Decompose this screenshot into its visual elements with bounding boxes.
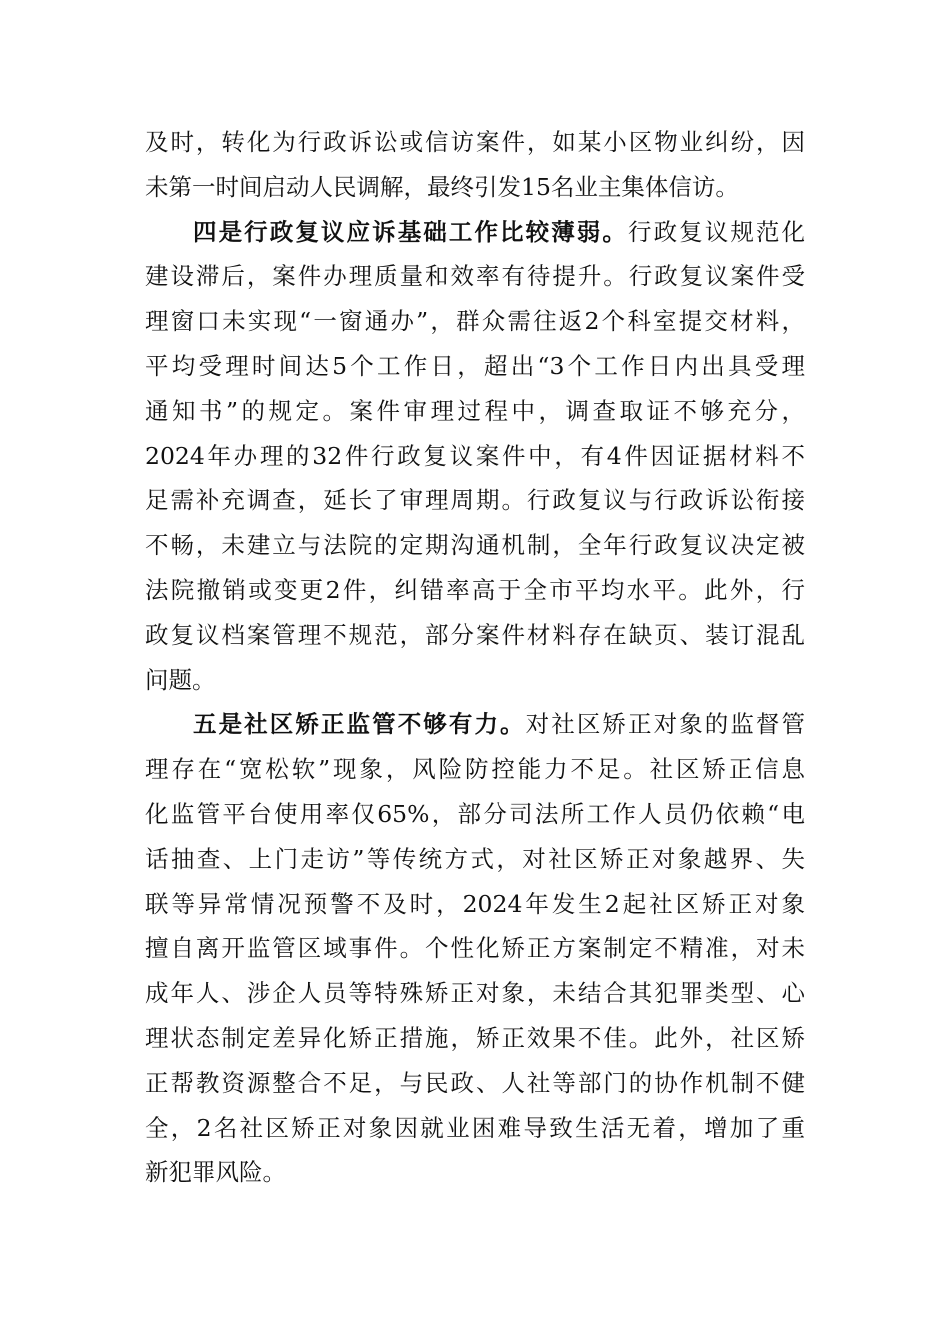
text-line: 理窗口未实现“一窗通办”，群众需往返2个科室提交材料，: [145, 307, 805, 336]
text-line: 足需补充调查，延长了审理周期。行政复议与行政诉讼衔接: [145, 486, 805, 515]
text-line: 平均受理时间达5个工作日，超出“3个工作日内出具受理: [145, 351, 805, 380]
text-line: 理存在“宽松软”现象，风险防控能力不足。社区矫正信息: [145, 755, 805, 784]
text-segment: 行政复议规范化: [627, 217, 806, 246]
text-line: 成年人、涉企人员等特殊矫正对象，未结合其犯罪类型、心: [145, 979, 805, 1008]
text-line: [145, 210, 805, 255]
text-line: 理状态制定差异化矫正措施，矫正效果不佳。此外，社区矫: [145, 1023, 805, 1052]
text-line: 全，2名社区矫正对象因就业困难导致生活无着，增加了重: [145, 1113, 805, 1142]
text-line: 建设滞后，案件办理质量和效率有待提升。行政复议案件受: [145, 262, 805, 291]
text-line: 问题。: [145, 665, 216, 694]
text-line: 通知书”的规定。案件审理过程中，调查取证不够充分，: [145, 396, 805, 425]
paragraph-administrative-review: [145, 210, 805, 703]
text-segment: 对社区矫正对象的监督管: [525, 710, 806, 739]
text-line: 话抽查、上门走访”等传统方式，对社区矫正对象越界、失: [145, 844, 805, 873]
text-line: 未第一时间启动人民调解，最终引发15名业主集体信访。: [145, 172, 739, 201]
paragraph-continuation: [145, 120, 805, 210]
text-line: 新犯罪风险。: [145, 1158, 286, 1187]
text-line: [145, 702, 805, 747]
text-line: 擅自离开监管区域事件。个性化矫正方案制定不精准，对未: [145, 934, 805, 963]
text-line: 及时，转化为行政诉讼或信访案件，如某小区物业纠纷，因: [145, 128, 805, 156]
paragraph-heading: 四是行政复议应诉基础工作比较薄弱。: [193, 217, 628, 246]
text-line: 法院撤销或变更2件，纠错率高于全市平均水平。此外，行: [145, 575, 805, 604]
paragraph-heading: 五是社区矫正监管不够有力。: [193, 710, 526, 739]
text-line: 化监管平台使用率仅65%，部分司法所工作人员仍依赖“电: [145, 799, 805, 828]
text-line: 2024年办理的32件行政复议案件中，有4件因证据材料不: [145, 441, 805, 470]
text-line: 不畅，未建立与法院的定期沟通机制，全年行政复议决定被: [145, 531, 805, 560]
text-line: 正帮教资源整合不足，与民政、人社等部门的协作机制不健: [145, 1068, 805, 1097]
text-line: 联等异常情况预警不及时，2024年发生2起社区矫正对象: [145, 889, 805, 918]
document-body: [145, 120, 805, 1195]
paragraph-community-correction: [145, 702, 805, 1195]
text-line: 政复议档案管理不规范，部分案件材料存在缺页、装订混乱: [145, 620, 805, 649]
